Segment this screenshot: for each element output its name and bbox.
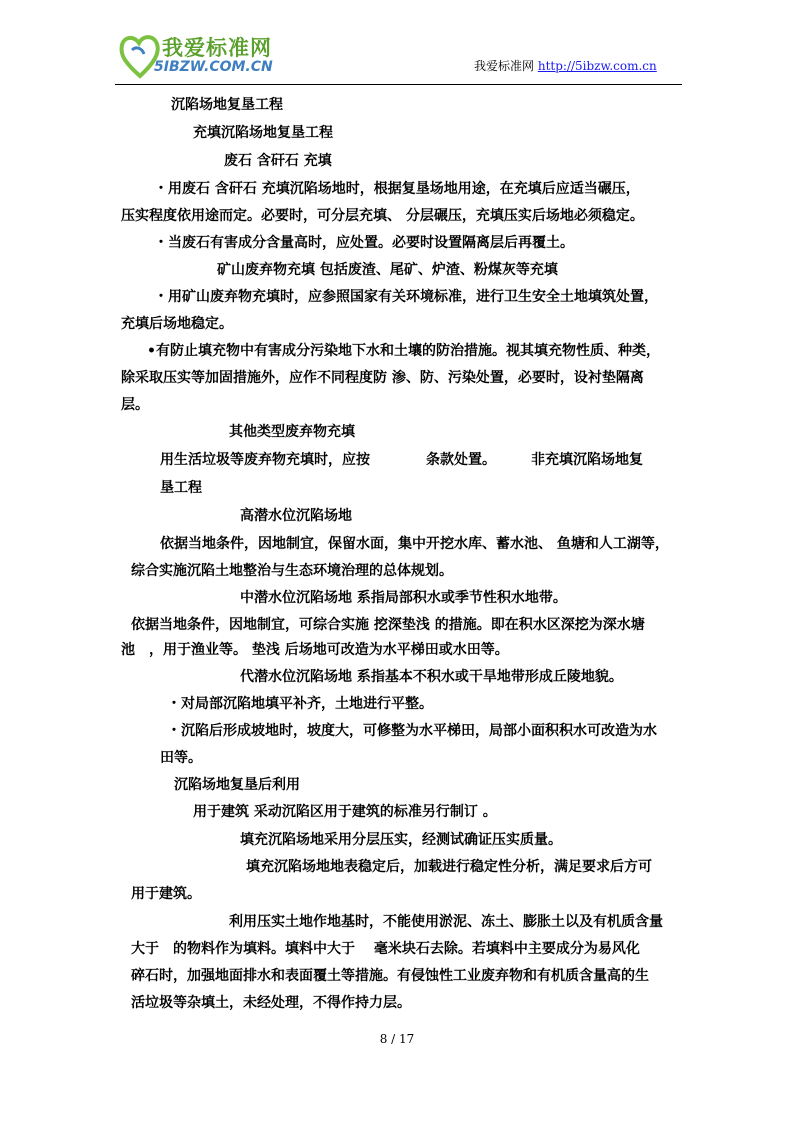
text-line: ・当废石有害成分含量高时，应处置。必要时设置隔离层后再覆土。: [154, 235, 574, 251]
text-line: 综合实施沉陷土地整治与生态环境治理的总体规划。: [131, 563, 453, 579]
text-line: 利用压实土地作地基时，不能使用淤泥、冻土、膨胀土以及有机质含量: [229, 914, 663, 930]
text-line: 用于建筑。: [131, 886, 201, 902]
heading-subsidence-reclamation: 沉陷场地复垦工程: [171, 97, 283, 113]
text-line: 依据当地条件，因地制宜，可综合实施 挖深垫浅 的措施。即在积水区深挖为深水塘: [131, 617, 645, 633]
text-line: 垦工程: [160, 480, 202, 496]
site-reference: [474, 57, 657, 74]
heading-mid-water-level: 中潜水位沉陷场地 系指局部积水或季节性积水地带。: [240, 590, 567, 606]
page-number: 8 / 17: [379, 1032, 415, 1046]
text-line: 用生活垃圾等废弃物充填时，应按 条款处置。 非充填沉陷场地复: [160, 452, 643, 468]
text-line: 碎石时，加强地面排水和表面覆土等措施。有侵蚀性工业废弃物和有机质含量高的生: [131, 968, 649, 984]
logo-chinese-text: 我爱标准网: [162, 36, 272, 60]
site-link[interactable]: http://5ibzw.com.cn: [537, 59, 657, 73]
text-line: •有防止填充物中有害成分污染地下水和土壤的防治措施。视其填充物性质、种类，: [147, 343, 660, 359]
text-line: 填充沉陷场地地表稳定后，加载进行稳定性分析，满足要求后方可: [246, 859, 652, 875]
text-line: 充填后场地稳定。: [121, 316, 233, 332]
text-line: ・沉陷后形成坡地时，坡度大，可修整为水平梯田，局部小面积积水可改造为水: [167, 723, 657, 739]
text-line: 大于 的物料作为填料。填料中大于 毫米块石去除。若填料中主要成分为易风化: [131, 941, 640, 957]
text-line: 层。: [121, 397, 149, 413]
header-divider: [115, 84, 682, 85]
heading-low-water-level: 代潜水位沉陷场地 系指基本不积水或干旱地带形成丘陵地貌。: [240, 669, 623, 685]
logo-english-text: 5IBZW.COM.CN: [154, 59, 273, 75]
heading-high-water-level: 高潜水位沉陷场地: [240, 508, 352, 524]
text-line: 池 ，用于渔业等。 垫浅 后场地可改造为水平梯田或水田等。: [121, 642, 509, 658]
page-header: [0, 0, 794, 92]
site-label: 我爱标准网: [474, 59, 535, 73]
text-line: 活垃圾等杂填土，未经处理，不得作持力层。: [131, 995, 411, 1011]
text-line: ・用矿山废弃物充填时，应参照国家有关环境标准，进行卫生安全土地填筑处置，: [154, 289, 658, 305]
text-line: 田等。: [160, 750, 202, 766]
text-line: 除采取压实等加固措施外，应作不同程度防 渗、防、污染处置，必要时，设衬垫隔离: [121, 370, 644, 386]
text-line: ・用废石 含矸石 充填沉陷场地时，根据复垦场地用途，在充填后应适当碾压，: [154, 181, 640, 197]
text-line: 压实程度依用途而定。必要时，可分层充填、 分层碾压，充填压实后场地必须稳定。: [121, 208, 644, 224]
heading-waste-rock-fill: 废石 含矸石 充填: [224, 153, 332, 169]
text-line: 用于建筑 采动沉陷区用于建筑的标准另行制订 。: [193, 804, 497, 820]
text-line: ・对局部沉陷地填平补齐，土地进行平整。: [167, 696, 433, 712]
heading-other-waste-fill: 其他类型废弃物充填: [229, 424, 355, 440]
text-line: 填充沉陷场地采用分层压实，经测试确证压实质量。: [240, 832, 562, 848]
heading-filled-reclamation: 充填沉陷场地复垦工程: [193, 125, 333, 141]
heading-mine-waste-fill: 矿山废弃物充填 包括废渣、尾矿、炉渣、粉煤灰等充填: [217, 262, 558, 278]
text-line: 依据当地条件，因地制宜，保留水面，集中开挖水库、蓄水池、 鱼塘和人工湖等，: [160, 536, 669, 552]
site-logo[interactable]: [118, 32, 298, 82]
heading-post-reclamation-use: 沉陷场地复垦后利用: [174, 777, 300, 793]
